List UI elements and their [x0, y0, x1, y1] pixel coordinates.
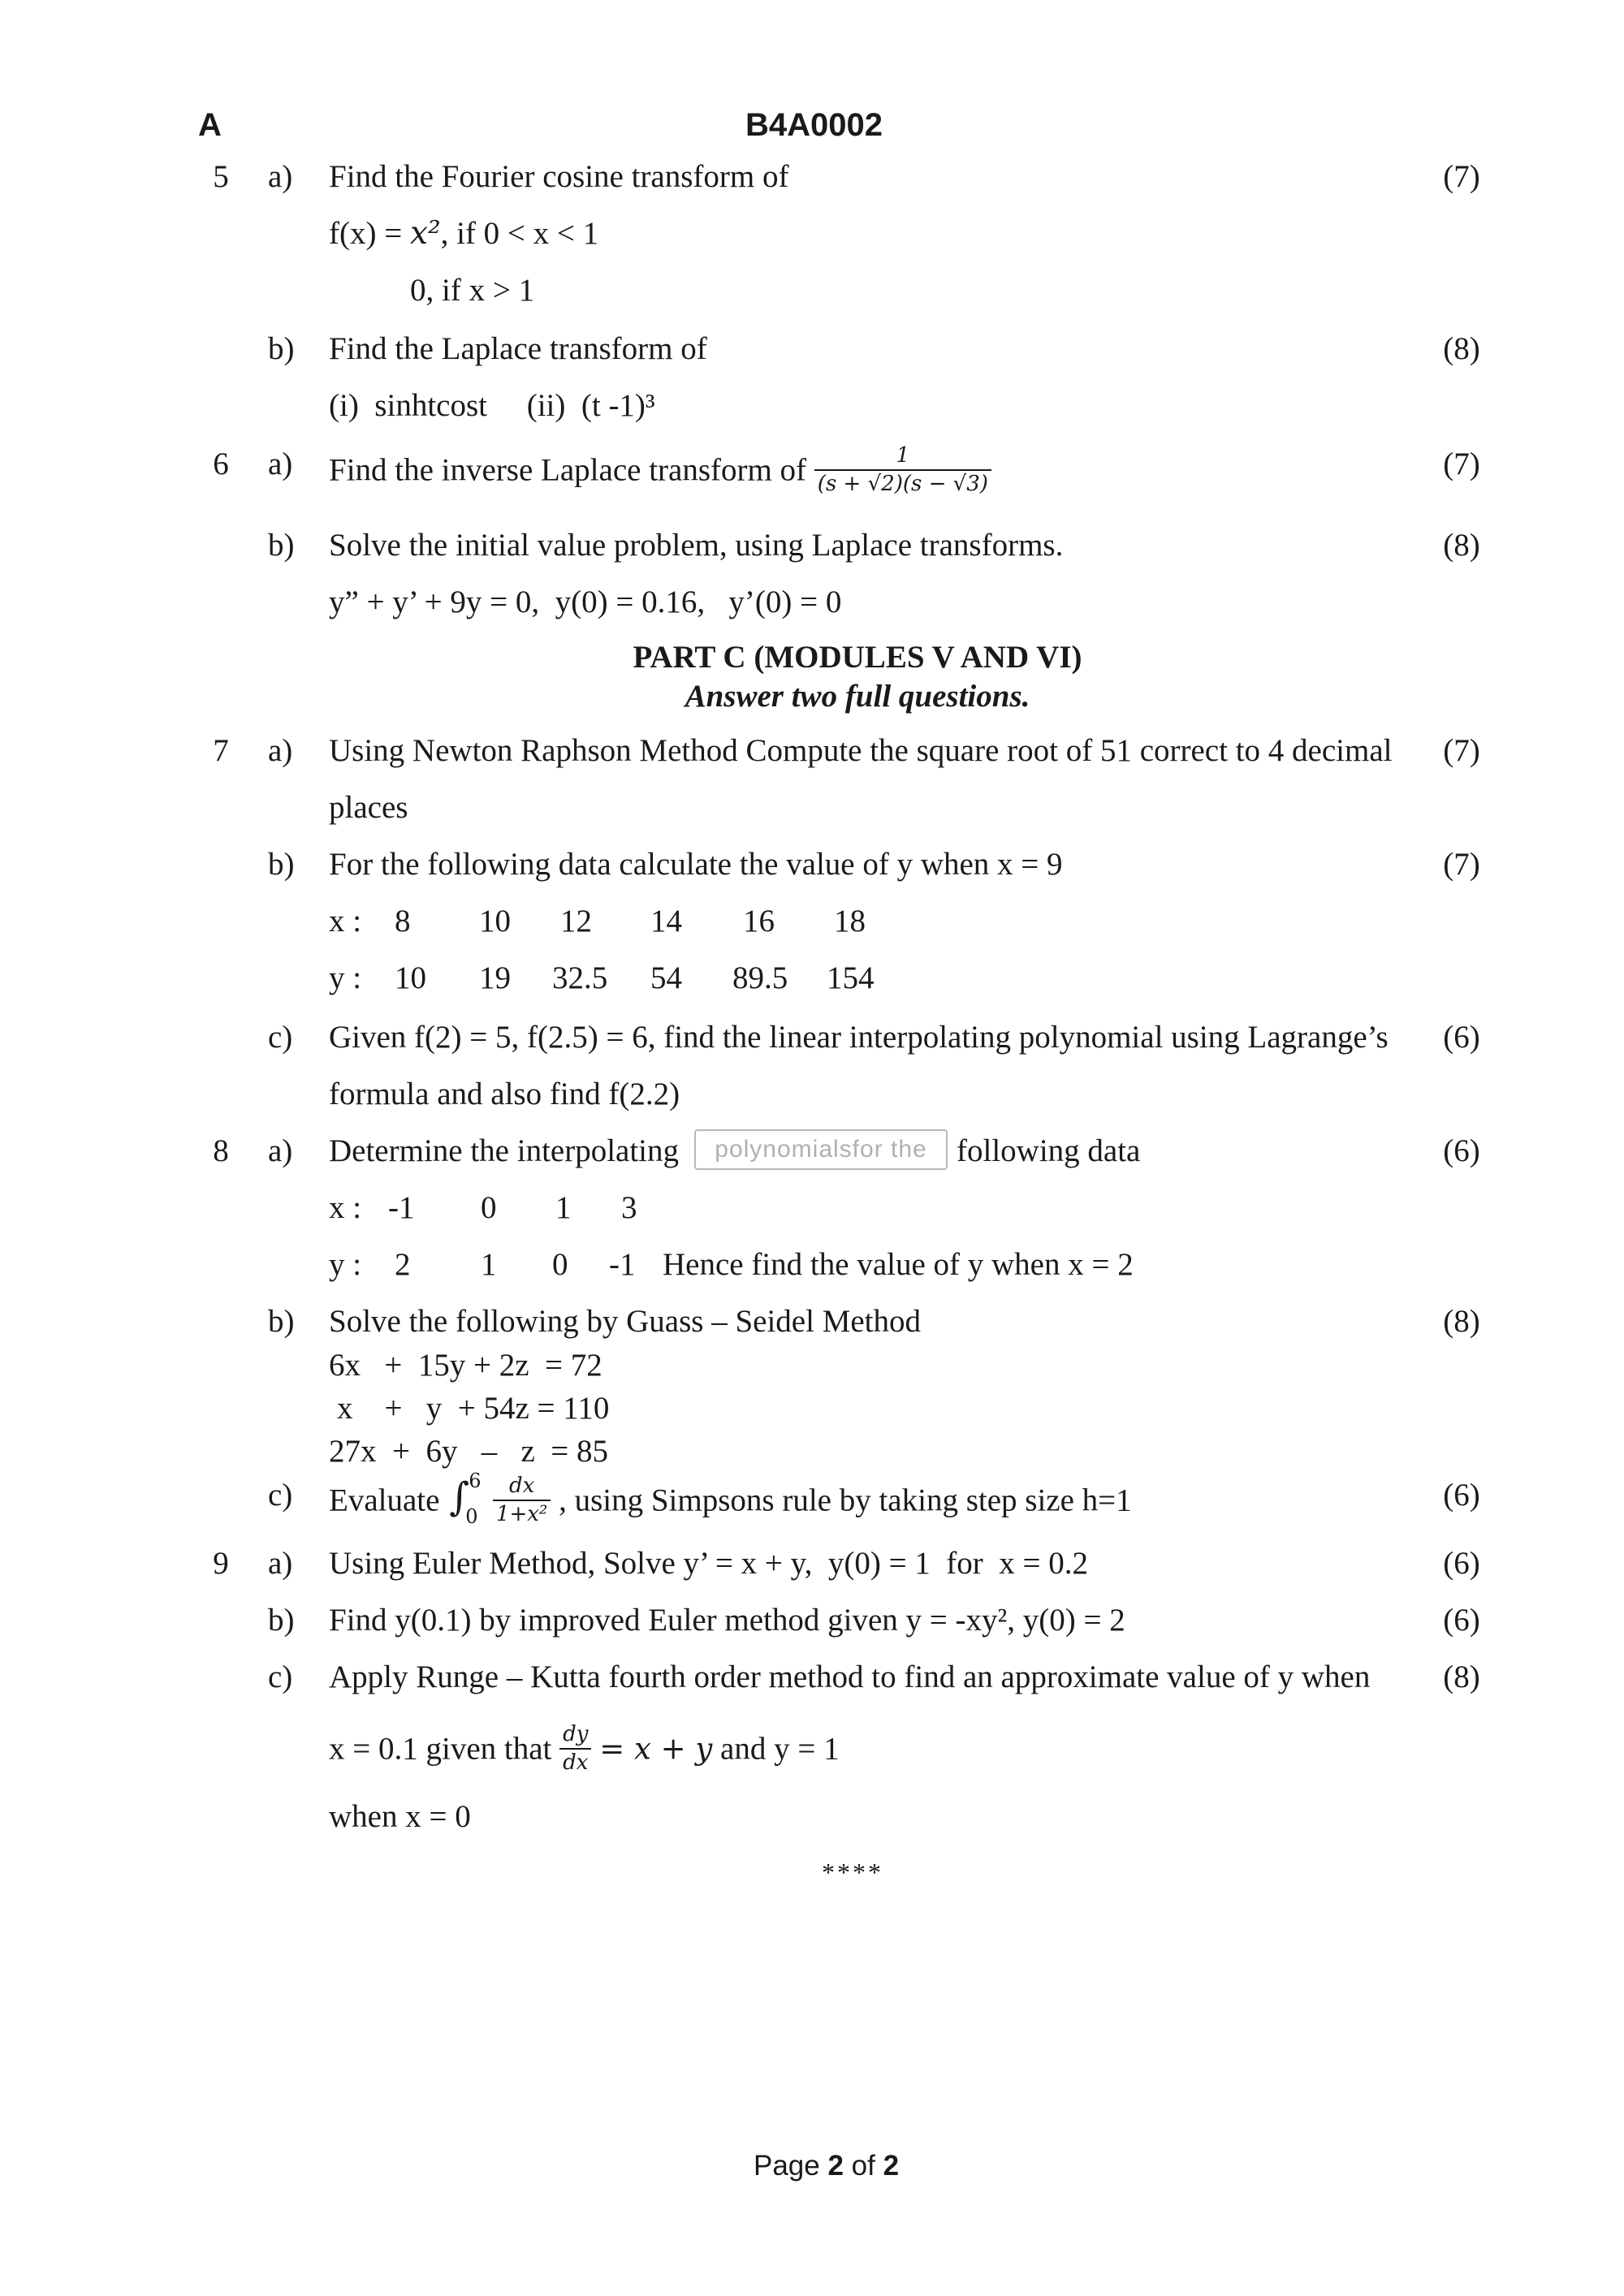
q7b-marks: (7): [1443, 847, 1480, 882]
q7b-x-value: 16: [743, 904, 775, 939]
q8c-marks: (6): [1443, 1478, 1480, 1513]
question-number-5: 5: [213, 159, 229, 194]
q7a-marks: (7): [1443, 733, 1480, 768]
part-c-instruction: Answer two full questions.: [685, 679, 1030, 714]
integral-sign: ∫: [449, 1474, 470, 1521]
q5b-text: Find the Laplace transform of: [329, 331, 707, 366]
q8a-x-value: 1: [555, 1190, 572, 1225]
q6a-frac-denominator: (s + √2)(s − √3): [817, 471, 988, 496]
q7b-x-value: 10: [479, 904, 511, 939]
q6a-frac-numerator: 1: [814, 442, 991, 471]
q7b-y-value: 10: [395, 960, 426, 995]
q7b-y-value: 54: [650, 960, 682, 995]
question-number-9: 9: [213, 1546, 229, 1581]
q9c-text-after: and y = 1: [720, 1731, 840, 1767]
q5a-text: Find the Fourier cosine transform of: [329, 159, 789, 194]
q8c-text-after: , using Simpsons rule by taking step size h=1: [559, 1482, 1132, 1518]
q8a-text-after: following data: [957, 1133, 1141, 1168]
q8a-x-value: -1: [388, 1190, 415, 1225]
q8c-fraction: [493, 1473, 551, 1528]
q5a-label: a): [268, 159, 293, 194]
q9b-marks: (6): [1443, 1603, 1480, 1638]
q7a-label: a): [268, 733, 293, 768]
q8a-y-value: 2: [395, 1247, 411, 1282]
q7b-x-value: 18: [834, 904, 866, 939]
q7c-label: c): [268, 1020, 293, 1055]
q6b-label: b): [268, 528, 295, 563]
q7b-label: b): [268, 847, 295, 882]
page-footer: [754, 2151, 899, 2180]
q7a-text-cont: places: [329, 790, 408, 825]
q9a-label: a): [268, 1546, 293, 1581]
q7a-text: Using Newton Raphson Method Compute the square root of 51 correct to 4 decimal: [329, 733, 1393, 768]
q9c-text-before: x = 0.1 given that: [329, 1731, 552, 1767]
q9c-frac-numerator: dy: [559, 1721, 591, 1750]
q7c-text-cont: formula and also find f(2.2): [329, 1077, 680, 1111]
q7b-x-value: 14: [650, 904, 682, 939]
q5a-func-math: x²: [409, 215, 441, 252]
q7c-text: Given f(2) = 5, f(2.5) = 6, find the linear interpolating polynomial using Lagrange’s: [329, 1020, 1389, 1055]
q8b-marks: (8): [1443, 1304, 1480, 1339]
q8c-frac-denominator: 1+x²: [495, 1501, 548, 1526]
end-of-paper-marker: ****: [822, 1858, 883, 1887]
question-number-7: 7: [213, 733, 229, 768]
q9c-text: Apply Runge – Kutta fourth order method to find an approximate value of y when: [329, 1659, 1371, 1694]
q5a-marks: (7): [1443, 159, 1480, 194]
q9c-line2: [329, 1721, 840, 1776]
q6a-marks: (7): [1443, 447, 1480, 481]
q7b-y-value: 154: [827, 960, 875, 995]
q9c-marks: (8): [1443, 1659, 1480, 1694]
q5b-marks: (8): [1443, 331, 1480, 366]
q9c-math: = x + y: [599, 1731, 713, 1767]
footer-prefix: Page: [754, 2150, 828, 2182]
q7b-x-value: 12: [560, 904, 592, 939]
integral-lower-limit: 0: [465, 1505, 478, 1529]
q8b-label: b): [268, 1304, 295, 1339]
q5a-func-suffix: , if 0 < x < 1: [440, 216, 599, 251]
q9c-label: c): [268, 1659, 293, 1694]
q6b-marks: (8): [1443, 528, 1480, 563]
q6a-label: a): [268, 447, 293, 481]
question-number-6: 6: [213, 447, 229, 481]
q8c-line: [329, 1470, 1132, 1529]
part-c-title: PART C (MODULES V AND VI): [633, 640, 1082, 675]
q5b-label: b): [268, 331, 295, 366]
q8c-frac-numerator: dx: [493, 1473, 551, 1501]
q8a-y-label: y :: [329, 1247, 362, 1282]
q6b-text: Solve the initial value problem, using Laplace transforms.: [329, 528, 1064, 563]
footer-of: of: [843, 2150, 883, 2182]
q7b-y-value: 19: [479, 960, 511, 995]
q8a-y-suffix: Hence find the value of y when x = 2: [663, 1247, 1134, 1282]
q9b-label: b): [268, 1603, 295, 1638]
q9c-fraction: [559, 1721, 591, 1776]
footer-page-number: 2: [827, 2150, 844, 2182]
q9c-line3: when x = 0: [329, 1799, 471, 1834]
q8c-label: c): [268, 1478, 293, 1513]
q8a-x-value: 0: [481, 1190, 497, 1225]
q7b-text: For the following data calculate the value of y when x = 9: [329, 847, 1063, 882]
q6a-fraction: [814, 442, 991, 498]
q6a-text: Find the inverse Laplace transform of: [329, 452, 807, 488]
q8a-y-value: 1: [481, 1247, 497, 1282]
q6b-equation: y” + y’ + 9y = 0, y(0) = 0.16, y’(0) = 0: [329, 585, 842, 619]
q8b-equation-3: 27x + 6y – z = 85: [329, 1434, 609, 1469]
integral-upper-limit: 6: [469, 1470, 482, 1493]
q8b-equation-1: 6x + 15y + 2z = 72: [329, 1348, 603, 1383]
footer-total-pages: 2: [883, 2150, 900, 2182]
q5a-function-line: [329, 215, 599, 252]
paper-code: B4A0002: [745, 107, 883, 143]
q7c-marks: (6): [1443, 1020, 1480, 1055]
q8c-integral: [447, 1470, 485, 1529]
q8a-text-before: Determine the interpolating: [329, 1133, 680, 1168]
q7b-y-label: y :: [329, 960, 362, 995]
q8a-marks: (6): [1443, 1133, 1480, 1168]
q8a-y-value: -1: [609, 1247, 636, 1282]
q5a-function-case2: 0, if x > 1: [410, 273, 535, 308]
site-watermark: polynomialsfor the: [694, 1129, 948, 1170]
q9a-text: Using Euler Method, Solve y’ = x + y, y(0) = 1 for x = 0.2: [329, 1546, 1089, 1581]
q5b-parts: (i) sinhtcost (ii) (t -1)³: [329, 388, 655, 423]
paper-set-letter: A: [198, 107, 222, 143]
q8a-label: a): [268, 1133, 293, 1168]
q8b-equation-2: x + y + 54z = 110: [337, 1391, 610, 1426]
q8a-x-value: 3: [621, 1190, 637, 1225]
q8a-x-label: x :: [329, 1190, 362, 1225]
q8b-text: Solve the following by Guass – Seidel Method: [329, 1304, 922, 1339]
q9c-frac-denominator: dx: [563, 1750, 589, 1775]
q7b-x-label: x :: [329, 904, 362, 939]
q5a-func-prefix: f(x) =: [329, 216, 410, 251]
q8a-y-value: 0: [552, 1247, 568, 1282]
q8c-text-before: Evaluate: [329, 1482, 440, 1518]
q9a-marks: (6): [1443, 1546, 1480, 1581]
q6a-line: [329, 442, 991, 498]
q7b-y-value: 32.5: [552, 960, 608, 995]
question-number-8: 8: [213, 1133, 229, 1168]
q7b-x-value: 8: [395, 904, 411, 939]
q7b-y-value: 89.5: [732, 960, 788, 995]
q9b-text: Find y(0.1) by improved Euler method given y = -xy², y(0) = 2: [329, 1603, 1125, 1638]
